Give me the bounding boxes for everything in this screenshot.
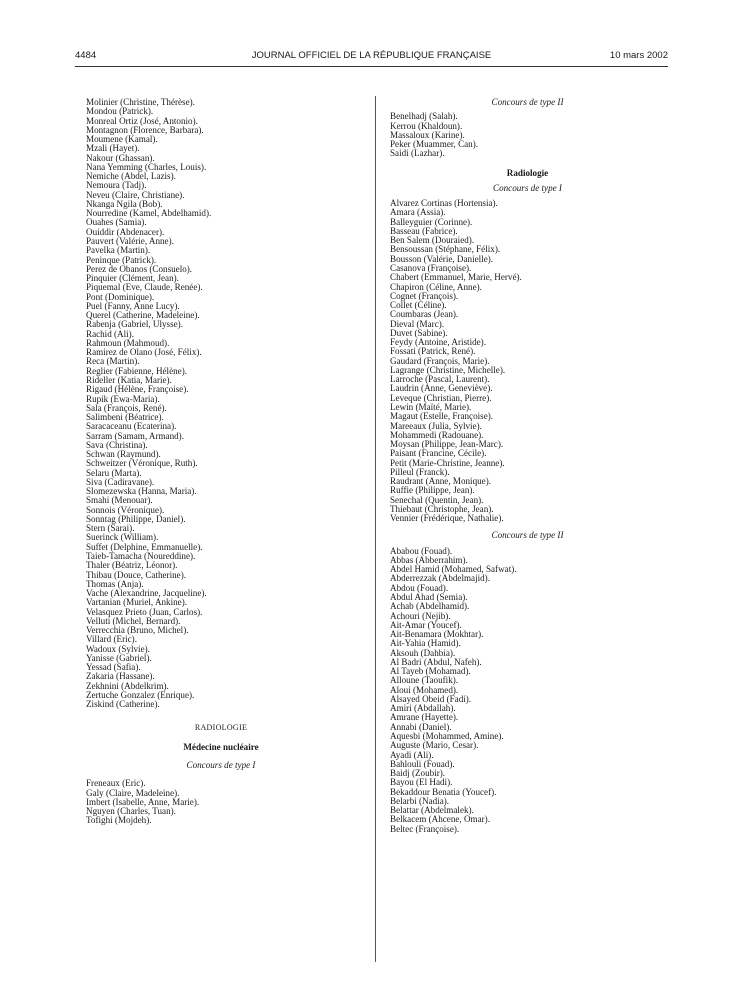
name-entry: Vennier (Frédérique, Nathalie). [390, 513, 504, 524]
name-entry: Peninque (Patrick). [86, 254, 157, 265]
name-entry: Belkacem (Ahcene, Omar). [390, 814, 490, 825]
section-title: RADIOLOGIE [194, 722, 248, 732]
name-entry: Abderrezzak (Abdelmajid). [390, 573, 490, 584]
name-entry: Molinier (Christine, Thérèse). [86, 97, 195, 107]
name-entry: Thiebaut (Christophe, Jean). [390, 503, 494, 514]
name-entry: Taieb-Tamacha (Noureddine). [86, 551, 196, 562]
name-entry: Velasquez Prieto (Juan, Carlos). [86, 606, 203, 617]
name-list [390, 199, 665, 523]
subsection-title: Médecine nucléaire [183, 741, 259, 752]
name-entry: Yanisse (Gabriel). [86, 652, 152, 663]
concours-label: Concours de type II [491, 530, 564, 541]
name-entry: Ruffie (Philippe, Jean). [390, 485, 475, 496]
name-entry: Paisant (Francine, Cécile). [390, 448, 487, 459]
name-entry: Rachid (Ali). [86, 328, 134, 339]
right-column [390, 98, 665, 834]
name-entry: Benelhadj (Salah). [390, 111, 458, 122]
name-entry: Schwan (Raymund). [86, 449, 161, 460]
concours-label: Concours de type II [491, 97, 564, 107]
name-entry: Saidi (Lazhar). [390, 148, 445, 159]
name-list [390, 547, 665, 834]
name-entry: Aksouh (Dahbia). [390, 647, 456, 658]
name-entry: Nkanga Ngila (Bob). [86, 198, 163, 209]
name-entry: Schweitzer (Véronique, Ruth). [86, 458, 198, 469]
name-entry: Achab (Abdelhamid). [390, 601, 470, 612]
name-entry: Larroche (Pascal, Laurent). [390, 374, 490, 385]
name-entry: Nemoura (Tadj). [86, 180, 147, 191]
name-entry: Pauvert (Valérie, Anne). [86, 235, 174, 246]
name-entry: Amiri (Abdallah). [390, 703, 456, 714]
name-entry: Aloui (Mohamed). [390, 684, 459, 695]
name-entry: Pavelka (Martin). [86, 245, 151, 256]
name-entry: Perez de Obanos (Consuelo). [86, 263, 193, 274]
name-entry: Amrane (Hayette). [390, 712, 459, 723]
name-entry: Stern (Sarai). [86, 523, 135, 534]
name-entry: Ait-Yahia (Hamid). [390, 638, 461, 649]
name-entry: Raudrant (Anne, Monique). [390, 476, 492, 487]
name-entry: Zertuche Gonzalez (Enrique). [86, 690, 195, 700]
name-entry: Abdou (Fouad). [390, 582, 449, 593]
page-header [75, 50, 668, 64]
name-entry: Ait-Amar (Youcef). [390, 619, 462, 630]
name-entry: Collet (Céline). [390, 300, 447, 311]
name-entry: Kerrou (Khaldoun). [390, 120, 463, 131]
name-entry: Sava (Christina). [86, 439, 148, 450]
name-entry: Al Tayeb (Mohamad). [390, 666, 471, 677]
name-entry: Amara (Assia). [390, 207, 446, 218]
name-list [86, 98, 356, 710]
name-entry: Smahi (Menouar). [86, 495, 153, 506]
name-entry: Ouahes (Samia). [86, 217, 147, 228]
name-entry: Fossati (Patrick, René). [390, 346, 476, 357]
name-entry: Moumene (Kamal). [86, 134, 158, 145]
journal-title: JOURNAL OFFICIEL DE LA RÉPUBLIQUE FRANÇAISE [251, 50, 492, 61]
name-entry: Zakaria (Hassane). [86, 671, 155, 682]
name-entry: Nguyen (Charles, Tuan). [86, 806, 176, 817]
name-entry: Pont (Dominique). [86, 291, 155, 302]
name-entry: Querel (Catherine, Madeleine). [86, 310, 200, 321]
name-entry: Gaudard (François, Marie). [390, 355, 490, 366]
name-entry: Verrecchia (Bruno, Michel). [86, 625, 189, 636]
name-entry: Saracaceanu (Ecaterina). [86, 421, 177, 432]
name-entry: Nana Yemming (Charles, Louis). [86, 161, 207, 172]
name-entry: Peker (Muammer, Can). [390, 139, 479, 150]
name-entry: Casanova (Françoise). [390, 262, 472, 273]
name-entry: Chabert (Emmanuel, Marie, Hervé). [390, 272, 522, 283]
name-entry: Neveu (Claire, Christiane). [86, 189, 185, 200]
name-entry: Cognet (François). [390, 290, 459, 301]
name-entry: Feydy (Antoine, Aristide). [390, 337, 486, 348]
name-entry: Rideller (Katia, Marie). [86, 374, 172, 385]
section-title: Radiologie [506, 167, 549, 178]
name-entry: Baidj (Zoubir). [390, 768, 446, 779]
name-entry: Siva (Cadiravane). [86, 476, 155, 487]
name-entry: Puel (Fanny, Anne Lucy). [86, 300, 180, 311]
name-entry: Balleyguier (Corinne). [390, 216, 473, 227]
name-entry: Magaut (Estelle, Françoise). [390, 411, 494, 422]
name-entry: Rahmoun (Mahmoud). [86, 337, 170, 348]
name-entry: Velluti (Michel, Bernard). [86, 615, 181, 626]
name-entry: Slomezewska (Hanna, Maria). [86, 486, 197, 497]
name-entry: Reglier (Fabienne, Hélène). [86, 365, 187, 376]
name-entry: Ababou (Fouad). [390, 545, 453, 556]
name-entry: Dieval (Marc). [390, 318, 445, 329]
name-entry: Senechal (Quentin, Jean). [390, 494, 484, 505]
name-entry: Pilleul (Franck). [390, 466, 450, 477]
name-entry: Villard (Eric). [86, 634, 137, 645]
name-entry: Achouri (Nejib). [390, 610, 451, 621]
name-entry: Reca (Martin). [86, 356, 140, 367]
name-entry: Zekhnini (Abdelkrim). [86, 680, 169, 691]
name-entry: Nakour (Ghassan). [86, 152, 155, 163]
name-list [86, 779, 356, 825]
name-entry: Pinquier (Clément, Jean). [86, 273, 179, 284]
page-number: 4484 [75, 50, 97, 61]
name-entry: Imbert (Isabelle, Anne, Marie). [86, 796, 200, 807]
name-entry: Beltec (Françoise). [390, 823, 460, 834]
name-entry: Vartanian (Muriel, Ankine). [86, 597, 188, 608]
name-entry: Ziskind (Catherine). [86, 699, 160, 710]
name-entry: Ramirez de Olano (José, Félix). [86, 347, 202, 358]
name-entry: Mareeaux (Julia, Sylvie). [390, 420, 482, 431]
name-entry: Freneaux (Eric). [86, 778, 146, 789]
name-entry: Suffet (Delphine, Emmanuelle). [86, 541, 203, 552]
name-entry: Lewin (Maïté, Marie). [390, 401, 472, 412]
name-entry: Alloune (Taoufik). [390, 675, 459, 686]
name-entry: Yessad (Safia). [86, 662, 141, 673]
name-entry: Basseau (Fabrice). [390, 225, 458, 236]
name-entry: Salimbeni (Béatrice). [86, 412, 164, 423]
name-entry: Thaler (Béatriz, Léonor). [86, 560, 178, 571]
column-divider [375, 96, 376, 962]
name-entry: Petit (Marie-Christine, Jeanne). [390, 457, 505, 468]
name-entry: Nemiche (Abdel, Lazis). [86, 171, 176, 182]
name-entry: Thibau (Douce, Catherine). [86, 569, 186, 580]
name-entry: Ayadi (Ali). [390, 749, 434, 760]
name-entry: Wadoux (Sylvie). [86, 643, 150, 654]
name-entry: Piquemal (Eve, Claude, Renée). [86, 282, 203, 293]
name-entry: Duvet (Sabine). [390, 327, 448, 338]
name-entry: Montagnon (Florence, Barbara). [86, 124, 204, 135]
name-entry: Thomas (Anja). [86, 578, 144, 589]
name-entry: Coumbaras (Jean). [390, 309, 459, 320]
name-entry: Mohammedi (Radouane). [390, 429, 484, 440]
name-entry: Ouiddir (Abdenacer). [86, 226, 165, 237]
name-entry: Suerinck (William). [86, 532, 159, 543]
name-entry: Sonnois (Véronique). [86, 504, 165, 515]
name-entry: Belattar (Abdelmalek). [390, 805, 474, 816]
name-entry: Rabenja (Gabriel, Ulysse). [86, 319, 183, 330]
name-entry: Vache (Alexandrine, Jacqueline). [86, 588, 207, 599]
header-rule [75, 66, 668, 67]
name-entry: Lagrange (Christine, Michelle). [390, 364, 506, 375]
name-entry: Alsayed Obeid (Fadi). [390, 693, 472, 704]
name-entry: Sarram (Samam, Armand). [86, 430, 184, 441]
name-entry: Abdul Ahad (Semia). [390, 592, 468, 603]
name-entry: Sonntag (Philippe, Daniel). [86, 513, 186, 524]
name-entry: Nourredine (Kamel, Abdelhamid). [86, 208, 212, 219]
name-entry: Moysan (Philippe, Jean-Marc). [390, 439, 504, 450]
name-entry: Mzali (Hayet). [86, 143, 140, 154]
name-entry: Bousson (Valérie, Danielle). [390, 253, 494, 264]
name-entry: Selaru (Marta). [86, 467, 142, 478]
name-entry: Auguste (Mario, Cesar). [390, 740, 479, 751]
name-entry: Alvarez Cortinas (Hortensia). [390, 198, 498, 209]
name-entry: Rupik (Ewa-Maria). [86, 393, 160, 404]
name-entry: Chapiron (Céline, Anne). [390, 281, 482, 292]
name-entry: Leveque (Christian, Pierre). [390, 392, 492, 403]
name-entry: Ben Salem (Douraied). [390, 235, 475, 246]
concours-label: Concours de type I [186, 760, 256, 771]
name-list [390, 112, 665, 158]
name-entry: Massaloux (Karine). [390, 129, 465, 140]
name-entry: Laudrin (Anne, Geneviève). [390, 383, 493, 394]
issue-date: 10 mars 2002 [609, 50, 668, 61]
name-entry: Mondou (Patrick). [86, 106, 154, 117]
name-entry: Belarbi (Nadia). [390, 795, 450, 806]
name-entry: Bekaddour Benatia (Youcef). [390, 786, 497, 797]
name-entry: Galy (Claire, Madeleine). [86, 787, 180, 798]
name-entry: Bahlouli (Fouad). [390, 758, 455, 769]
name-entry: Ait-Benamara (Mokhtar). [390, 629, 484, 640]
name-entry: Aquesbi (Mohammed, Amine). [390, 731, 504, 741]
name-entry: Bayou (El Hadi). [390, 777, 453, 788]
name-entry: Abbas (Abberrahim). [390, 554, 468, 565]
name-entry: Rigaud (Hélène, Françoise). [86, 384, 189, 395]
left-column [86, 98, 356, 826]
name-entry: Abdel Hamid (Mohamed, Safwat). [390, 564, 517, 575]
concours-label: Concours de type I [493, 182, 562, 193]
name-entry: Bensoussan (Stéphane, Félix). [390, 244, 501, 255]
name-entry: Sala (François, René). [86, 402, 167, 413]
name-entry: Tofighi (Mojdeh). [86, 815, 152, 826]
name-entry: Monreal Ortiz (José, Antonio). [86, 115, 198, 126]
name-entry: Annabi (Daniel). [390, 721, 452, 732]
name-entry: Al Badri (Abdul, Nafeh). [390, 656, 482, 667]
